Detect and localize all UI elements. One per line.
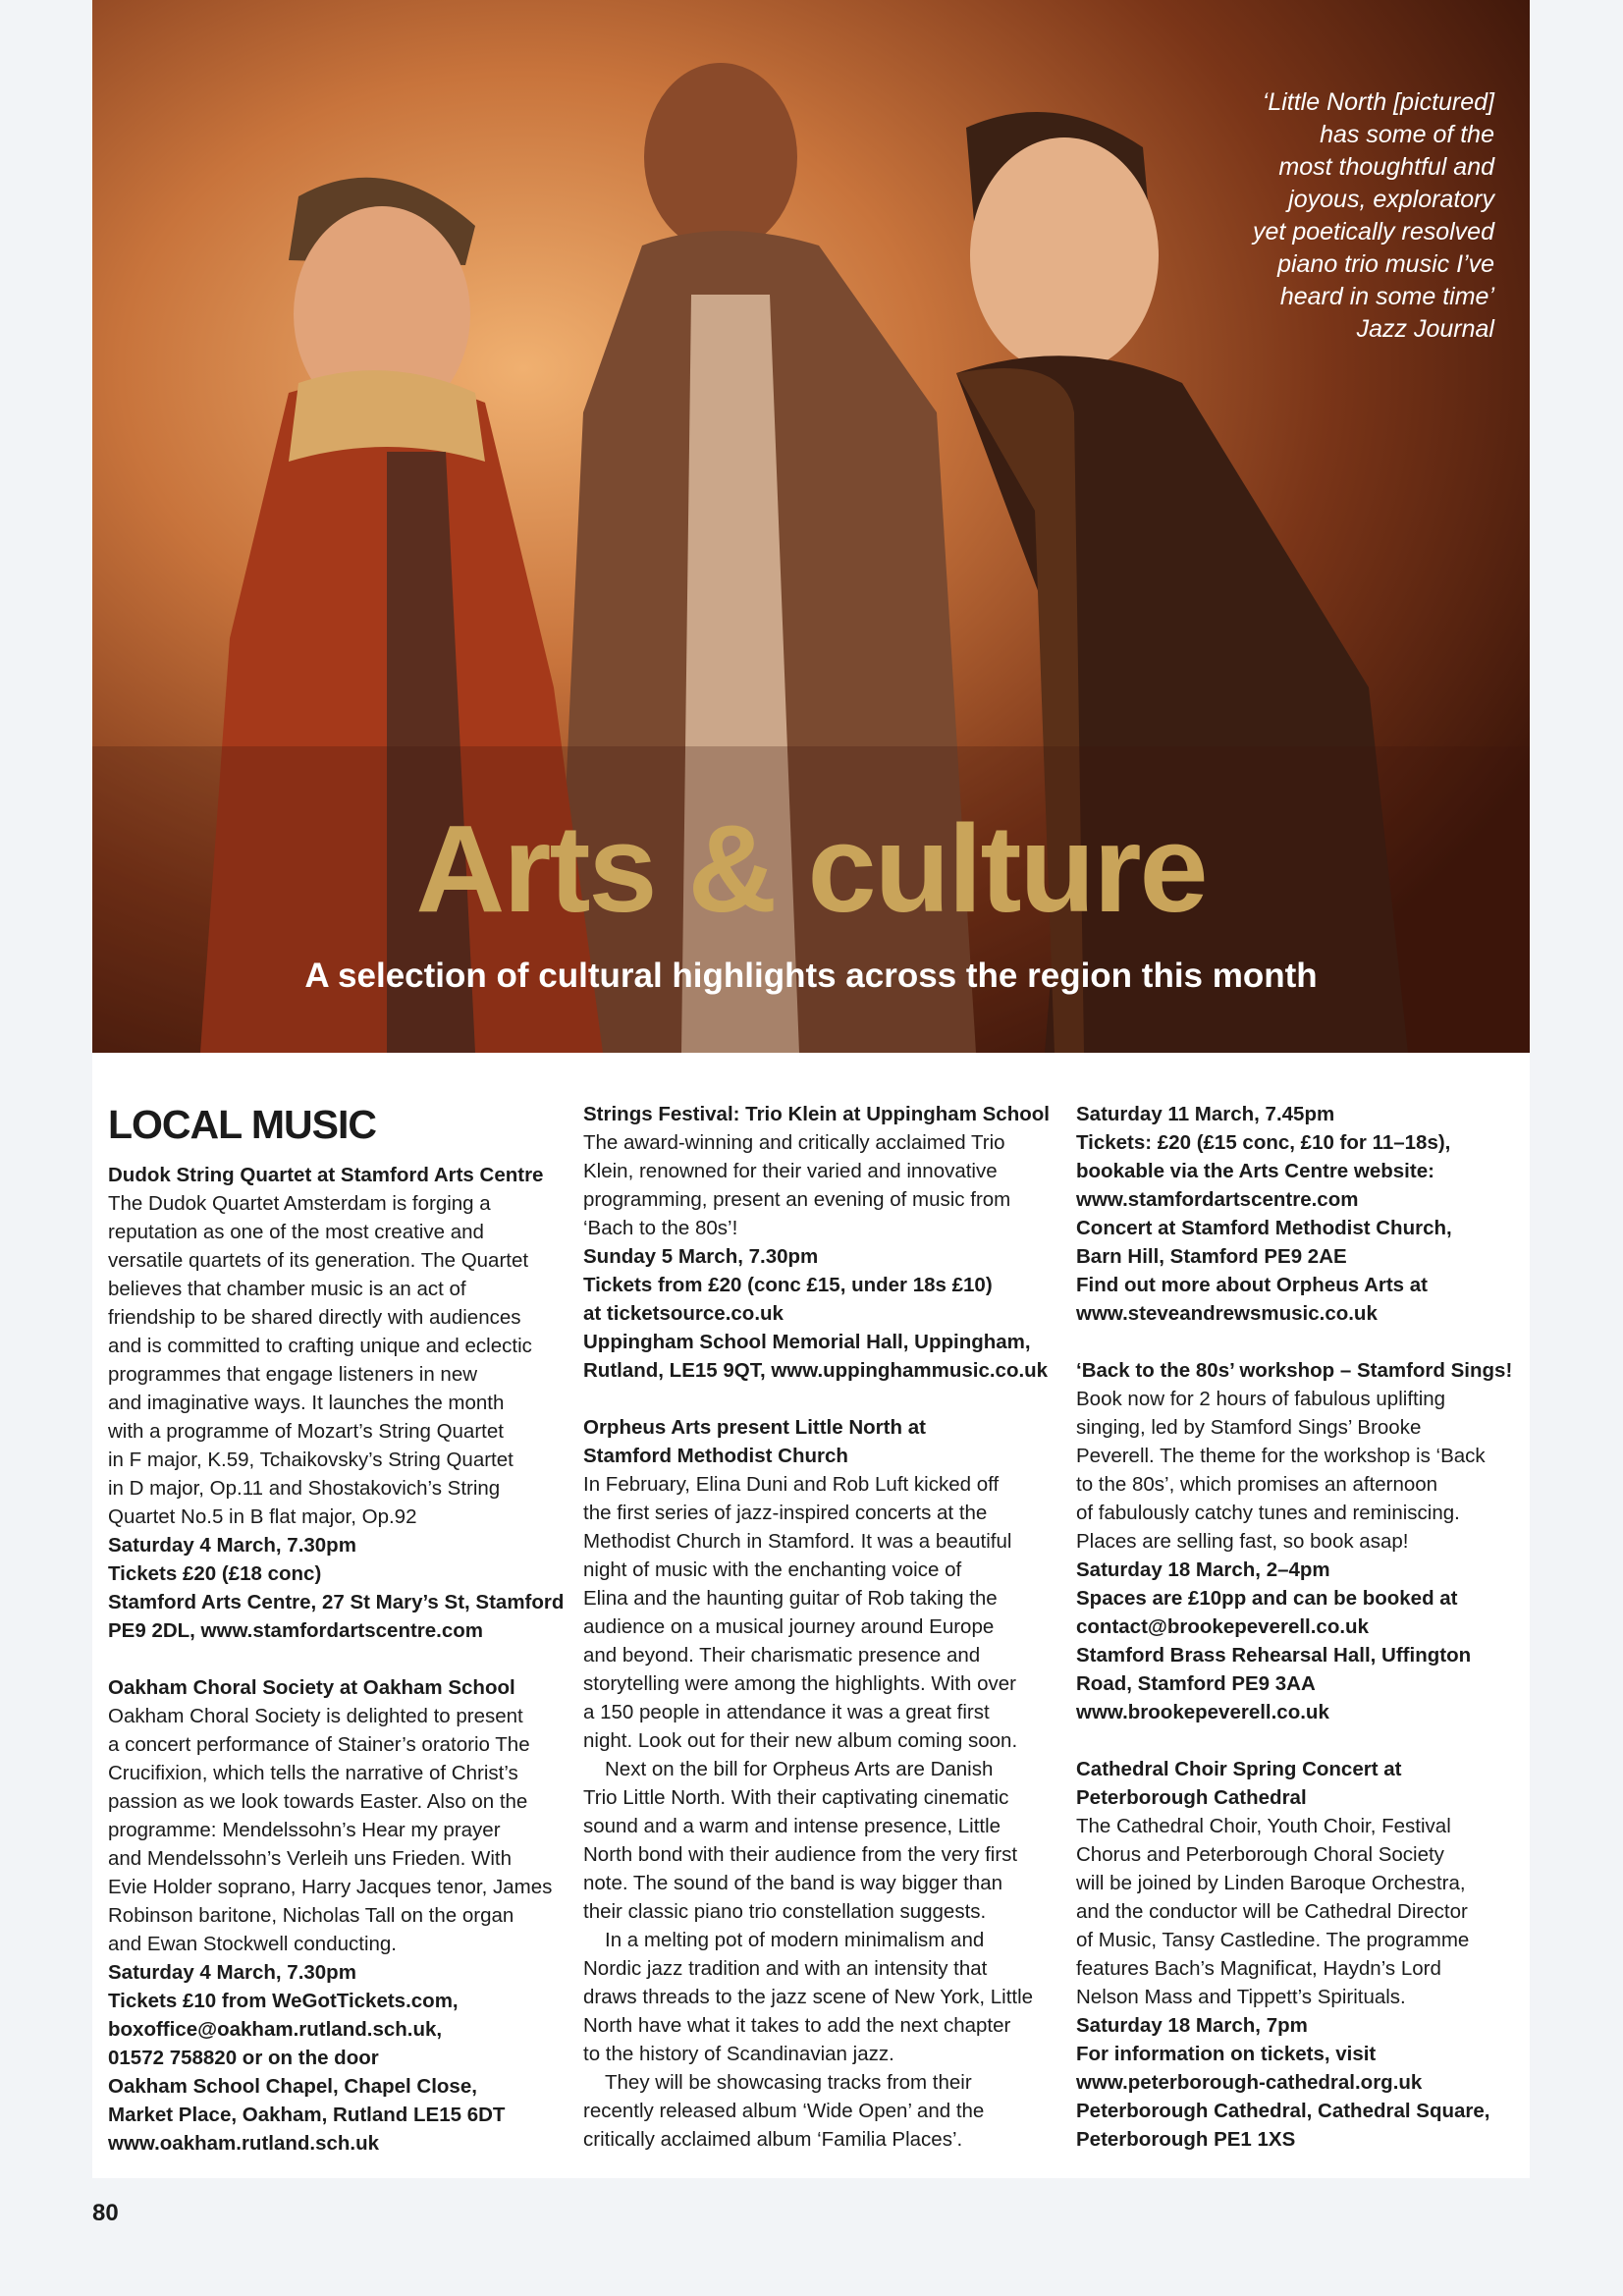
quote-source: Jazz Journal bbox=[1356, 315, 1494, 343]
text-line: storytelling were among the highlights. With over bbox=[583, 1672, 1016, 1695]
text-line: of Music, Tansy Castledine. The programme bbox=[1076, 1929, 1470, 1951]
text-line: their classic piano trio constellation suggests. bbox=[583, 1900, 987, 1923]
text-line: Crucifixion, which tells the narrative of Christ’s bbox=[108, 1762, 518, 1784]
bold-text-line: Peterborough PE1 1XS bbox=[1076, 2128, 1296, 2151]
text-line: In February, Elina Duni and Rob Luft kicked off bbox=[583, 1473, 1000, 1496]
column-middle-body bbox=[583, 1100, 1050, 2154]
text-line: the first series of jazz-inspired concerts at the bbox=[583, 1502, 988, 1524]
text-line: Robinson baritone, Nicholas Tall on the organ bbox=[108, 1904, 514, 1927]
text-line: Evie Holder soprano, Harry Jacques tenor, James bbox=[108, 1876, 553, 1898]
bold-text-line: Uppingham School Memorial Hall, Uppingham, bbox=[583, 1331, 1031, 1353]
quote-line: joyous, exploratory bbox=[1288, 186, 1494, 213]
text-line: critically acclaimed album ‘Familia Places’. bbox=[583, 2128, 963, 2151]
bold-text-line: www.peterborough-cathedral.org.uk bbox=[1076, 2071, 1423, 2094]
bold-text-line: For information on tickets, visit bbox=[1076, 2043, 1377, 2065]
text-line: passion as we look towards Easter. Also on the bbox=[108, 1790, 528, 1813]
text-line: North have what it takes to add the next chapter bbox=[583, 2014, 1011, 2037]
bold-text-line: boxoffice@oakham.rutland.sch.uk, bbox=[108, 2018, 443, 2041]
bold-text-line: Saturday 4 March, 7.30pm bbox=[108, 1534, 356, 1557]
text-line: Elina and the haunting guitar of Rob taking the bbox=[583, 1587, 998, 1610]
text-line: Trio Little North. With their captivating cinematic bbox=[583, 1786, 1009, 1809]
column-right-body bbox=[1076, 1100, 1518, 2154]
text-line: programming, present an evening of music from bbox=[583, 1188, 1011, 1211]
hero-photo bbox=[92, 0, 1530, 1053]
text-line: of fabulously catchy tunes and reminiscing. bbox=[1076, 1502, 1460, 1524]
quote-line: yet poetically resolved bbox=[1253, 218, 1494, 246]
column-left bbox=[108, 1100, 565, 2158]
text-line: features Bach’s Magnificat, Haydn’s Lord bbox=[1076, 1957, 1441, 1980]
bold-text-line: Sunday 5 March, 7.30pm bbox=[583, 1245, 819, 1268]
bold-text-line: 01572 758820 or on the door bbox=[108, 2047, 379, 2069]
quote-line: most thoughtful and bbox=[1278, 153, 1494, 181]
bold-text-line: Saturday 11 March, 7.45pm bbox=[1076, 1103, 1335, 1125]
text-line: Quartet No.5 in B flat major, Op.92 bbox=[108, 1505, 417, 1528]
bold-text-line: Dudok String Quartet at Stamford Arts Centre bbox=[108, 1164, 544, 1186]
quote-line: has some of the bbox=[1320, 121, 1494, 148]
bold-text-line: Saturday 18 March, 7pm bbox=[1076, 2014, 1308, 2037]
paragraph-gap bbox=[1076, 1328, 1518, 1356]
text-line: sound and a warm and intense presence, Little bbox=[583, 1815, 1001, 1837]
text-line: and the conductor will be Cathedral Director bbox=[1076, 1900, 1468, 1923]
text-line: in F major, K.59, Tchaikovsky’s String Quartet bbox=[108, 1449, 514, 1471]
text-line: and imaginative ways. It launches the month bbox=[108, 1392, 505, 1414]
text-line: Chorus and Peterborough Choral Society bbox=[1076, 1843, 1444, 1866]
bold-text-line: Stamford Brass Rehearsal Hall, Uffington bbox=[1076, 1644, 1472, 1667]
bold-text-line: bookable via the Arts Centre website: bbox=[1076, 1160, 1434, 1182]
text-line: ‘Bach to the 80s’! bbox=[583, 1217, 738, 1239]
bold-text-line: Peterborough Cathedral, Cathedral Square, bbox=[1076, 2100, 1490, 2122]
text-line: friendship to be shared directly with audiences bbox=[108, 1306, 521, 1329]
bold-text-line: Rutland, LE15 9QT, www.uppinghammusic.co.uk bbox=[583, 1359, 1049, 1382]
bold-text-line: PE9 2DL, www.stamfordartscentre.com bbox=[108, 1619, 484, 1642]
page-number: 80 bbox=[92, 2200, 119, 2226]
column-left-body bbox=[108, 1161, 565, 2158]
bold-text-line: www.brookepeverell.co.uk bbox=[1076, 1701, 1329, 1723]
text-line: and is committed to crafting unique and eclectic bbox=[108, 1335, 532, 1357]
text-line: night. Look out for their new album coming soon. bbox=[583, 1729, 1018, 1752]
text-line: They will be showcasing tracks from their bbox=[605, 2071, 972, 2094]
text-line: audience on a musical journey around Europe bbox=[583, 1615, 995, 1638]
bold-text-line: www.oakham.rutland.sch.uk bbox=[108, 2132, 380, 2155]
bold-text-line: Saturday 18 March, 2–4pm bbox=[1076, 1558, 1330, 1581]
text-line: believes that chamber music is an act of bbox=[108, 1278, 466, 1300]
bold-text-line: Strings Festival: Trio Klein at Uppingham School bbox=[583, 1103, 1050, 1125]
column-middle bbox=[583, 1100, 1050, 2154]
bold-text-line: Market Place, Oakham, Rutland LE15 6DT bbox=[108, 2104, 506, 2126]
bold-text-line: Oakham School Chapel, Chapel Close, bbox=[108, 2075, 477, 2098]
bold-text-line: www.stamfordartscentre.com bbox=[1076, 1188, 1359, 1211]
section-heading: LOCAL MUSIC bbox=[108, 1102, 376, 1147]
text-line: Nordic jazz tradition and with an intensity that bbox=[583, 1957, 988, 1980]
text-line: and Mendelssohn’s Verleih uns Frieden. With bbox=[108, 1847, 512, 1870]
text-line: The Cathedral Choir, Youth Choir, Festival bbox=[1076, 1815, 1451, 1837]
quote-line: heard in some time’ bbox=[1279, 283, 1494, 310]
magazine-page bbox=[92, 0, 1530, 2178]
text-line: reputation as one of the most creative and bbox=[108, 1221, 484, 1243]
text-line: The Dudok Quartet Amsterdam is forging a bbox=[108, 1192, 491, 1215]
text-line: will be joined by Linden Baroque Orchestra, bbox=[1076, 1872, 1466, 1894]
bold-text-line: Oakham Choral Society at Oakham School bbox=[108, 1676, 515, 1699]
text-line: a concert performance of Stainer’s oratorio The bbox=[108, 1733, 530, 1756]
text-line: Next on the bill for Orpheus Arts are Danish bbox=[605, 1758, 994, 1780]
paragraph-gap bbox=[108, 1645, 545, 1673]
text-line: The award-winning and critically acclaimed Trio bbox=[583, 1131, 1005, 1154]
bold-text-line: at ticketsource.co.uk bbox=[583, 1302, 784, 1325]
text-line: programmes that engage listeners in new bbox=[108, 1363, 478, 1386]
bold-text-line: Peterborough Cathedral bbox=[1076, 1786, 1307, 1809]
text-line: draws threads to the jazz scene of New York, Little bbox=[583, 1986, 1034, 2008]
bold-text-line: Tickets: £20 (£15 conc, £10 for 11–18s), bbox=[1076, 1131, 1451, 1154]
text-line: note. The sound of the band is way bigger than bbox=[583, 1872, 1003, 1894]
bold-text-line: www.steveandrewsmusic.co.uk bbox=[1076, 1302, 1378, 1325]
bold-text-line: ‘Back to the 80s’ workshop – Stamford Sings! bbox=[1076, 1359, 1513, 1382]
text-line: to the history of Scandinavian jazz. bbox=[583, 2043, 894, 2065]
text-line: In a melting pot of modern minimalism and bbox=[605, 1929, 985, 1951]
bold-text-line: Cathedral Choir Spring Concert at bbox=[1076, 1758, 1402, 1780]
text-line: and Ewan Stockwell conducting. bbox=[108, 1933, 398, 1955]
text-line: versatile quartets of its generation. The Quartet bbox=[108, 1249, 529, 1272]
bold-text-line: Concert at Stamford Methodist Church, bbox=[1076, 1217, 1452, 1239]
press-quote bbox=[1161, 86, 1494, 346]
text-line: in D major, Op.11 and Shostakovich’s String bbox=[108, 1477, 501, 1500]
paragraph-gap bbox=[583, 1385, 1045, 1413]
text-line: with a programme of Mozart’s String Quartet bbox=[108, 1420, 504, 1443]
paragraph-gap bbox=[1076, 1726, 1518, 1755]
text-line: programme: Mendelssohn’s Hear my prayer bbox=[108, 1819, 501, 1841]
bold-text-line: Road, Stamford PE9 3AA bbox=[1076, 1672, 1316, 1695]
text-line: Book now for 2 hours of fabulous uplifting bbox=[1076, 1388, 1446, 1410]
text-line: night of music with the enchanting voice of bbox=[583, 1558, 962, 1581]
bold-text-line: Tickets from £20 (conc £15, under 18s £10) bbox=[583, 1274, 993, 1296]
text-line: Methodist Church in Stamford. It was a beautiful bbox=[583, 1530, 1012, 1553]
text-line: recently released album ‘Wide Open’ and the bbox=[583, 2100, 985, 2122]
bold-text-line: Orpheus Arts present Little North at bbox=[583, 1416, 926, 1439]
text-line: Places are selling fast, so book asap! bbox=[1076, 1530, 1409, 1553]
bold-text-line: Find out more about Orpheus Arts at bbox=[1076, 1274, 1428, 1296]
text-line: singing, led by Stamford Sings’ Brooke bbox=[1076, 1416, 1422, 1439]
column-right bbox=[1076, 1100, 1518, 2154]
bold-text-line: Saturday 4 March, 7.30pm bbox=[108, 1961, 356, 1984]
bold-text-line: Spaces are £10pp and can be booked at bbox=[1076, 1587, 1458, 1610]
text-line: Klein, renowned for their varied and innovative bbox=[583, 1160, 998, 1182]
page-title: Arts & culture bbox=[415, 799, 1207, 938]
quote-line: ‘Little North [pictured] bbox=[1262, 88, 1494, 116]
bold-text-line: Barn Hill, Stamford PE9 2AE bbox=[1076, 1245, 1347, 1268]
quote-line: piano trio music I’ve bbox=[1277, 250, 1494, 278]
bold-text-line: Tickets £10 from WeGotTickets.com, bbox=[108, 1990, 459, 2012]
text-line: Oakham Choral Society is delighted to present bbox=[108, 1705, 523, 1727]
bold-text-line: Stamford Methodist Church bbox=[583, 1445, 848, 1467]
text-line: Peverell. The theme for the workshop is ‘Back bbox=[1076, 1445, 1486, 1467]
bold-text-line: Stamford Arts Centre, 27 St Mary’s St, Stamford bbox=[108, 1591, 565, 1613]
text-line: North bond with their audience from the very first bbox=[583, 1843, 1018, 1866]
text-line: Nelson Mass and Tippett’s Spirituals. bbox=[1076, 1986, 1406, 2008]
page-subtitle: A selection of cultural highlights across the region this month bbox=[304, 957, 1318, 995]
bold-text-line: contact@brookepeverell.co.uk bbox=[1076, 1615, 1369, 1638]
bold-text-line: Tickets £20 (£18 conc) bbox=[108, 1562, 322, 1585]
text-line: to the 80s’, which promises an afternoon bbox=[1076, 1473, 1438, 1496]
text-line: a 150 people in attendance it was a great first bbox=[583, 1701, 990, 1723]
text-line: and beyond. Their charismatic presence and bbox=[583, 1644, 981, 1667]
